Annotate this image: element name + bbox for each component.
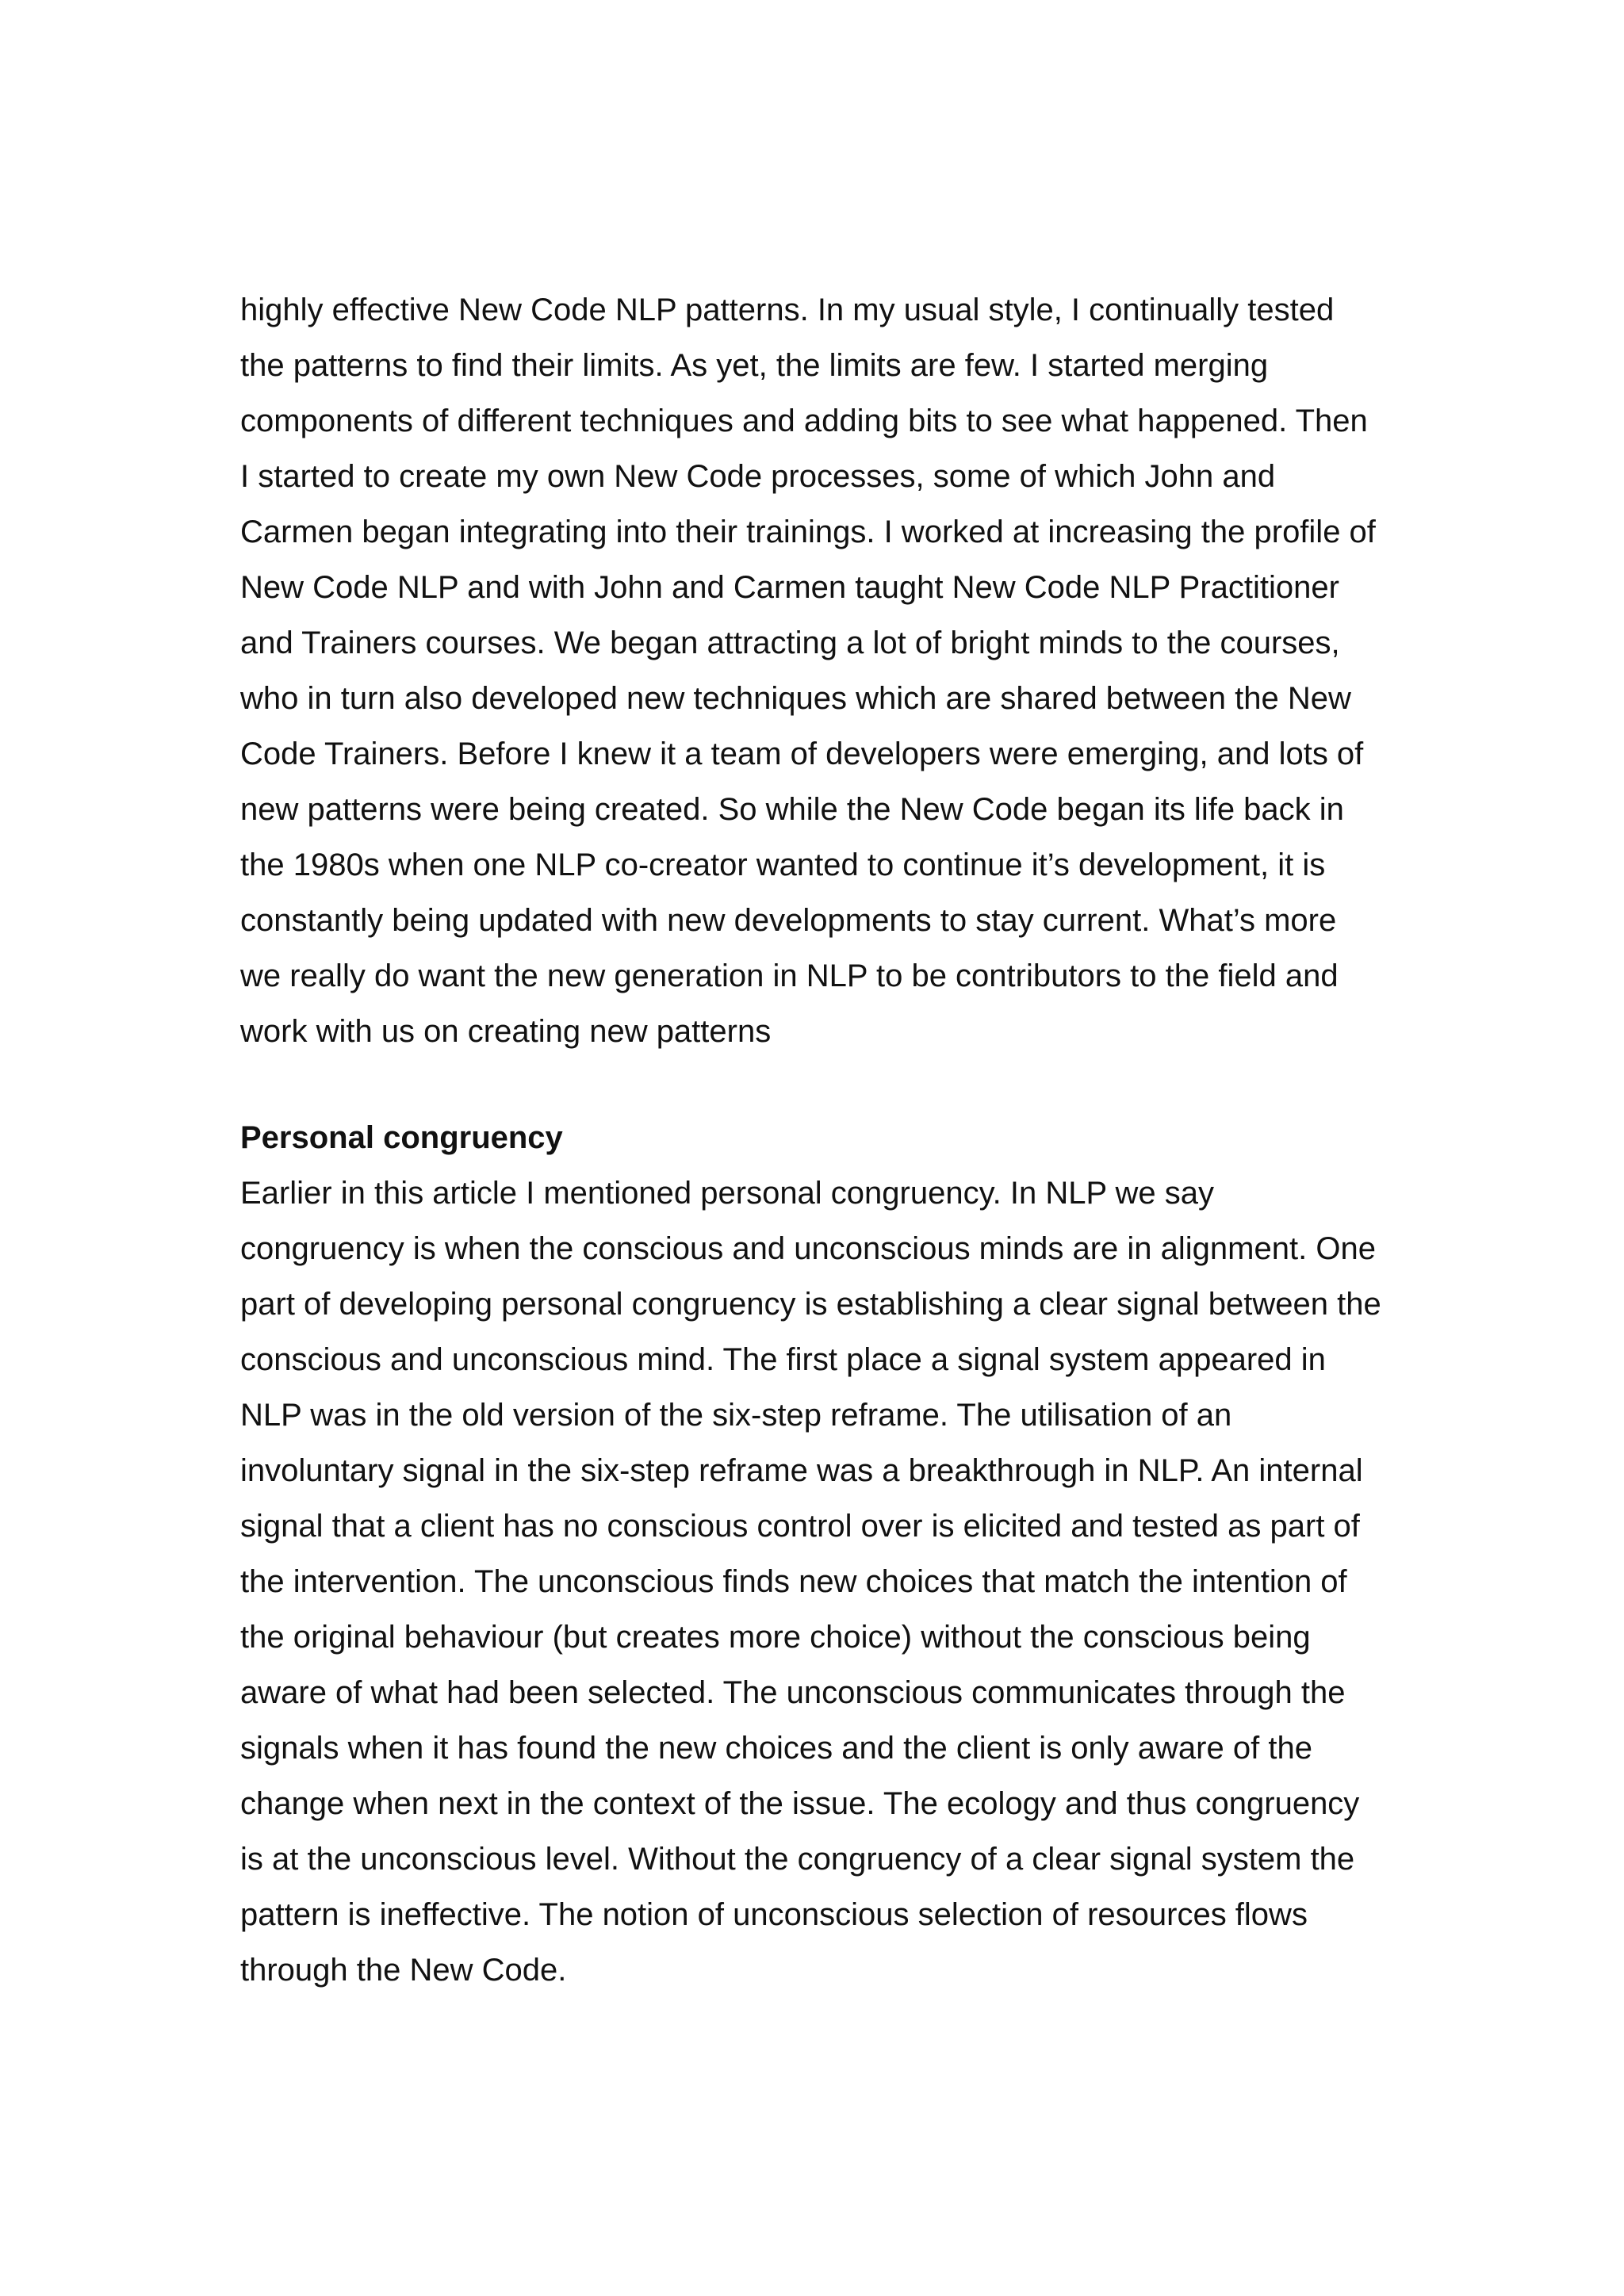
text-line: and Trainers courses. We began attracting a lot of bright minds to the courses,: [240, 626, 1340, 660]
text-line: New Code NLP and with John and Carmen taught New Code NLP Practitioner: [240, 570, 1339, 605]
section-heading: Personal congruency: [240, 1120, 563, 1155]
body-paragraph-2: [240, 1165, 1381, 1998]
body-paragraph-1: [240, 282, 1376, 1059]
text-line: signal that a client has no conscious control over is elicited and tested as part of: [240, 1509, 1360, 1544]
text-line: we really do want the new generation in NLP to be contributors to the field and: [240, 959, 1339, 993]
text-line: components of different techniques and adding bits to see what happened. Then: [240, 404, 1368, 438]
text-line: signals when it has found the new choices and the client is only aware of the: [240, 1731, 1312, 1766]
text-line: change when next in the context of the issue. The ecology and thus congruency: [240, 1786, 1360, 1821]
text-line: new patterns were being created. So while the New Code began its life back in: [240, 792, 1344, 827]
text-line: the intervention. The unconscious finds new choices that match the intention of: [240, 1564, 1347, 1599]
text-line: Carmen began integrating into their trainings. I worked at increasing the profile of: [240, 515, 1376, 549]
text-line: involuntary signal in the six-step reframe was a breakthrough in NLP. An internal: [240, 1453, 1363, 1488]
text-line: who in turn also developed new techniques which are shared between the New: [240, 681, 1351, 716]
text-line: the original behaviour (but creates more choice) without the conscious being: [240, 1620, 1311, 1655]
text-line: the 1980s when one NLP co-creator wanted to continue it’s development, it is: [240, 848, 1326, 882]
text-line: Earlier in this article I mentioned personal congruency. In NLP we say: [240, 1176, 1215, 1211]
text-line: constantly being updated with new developments to stay current. What’s more: [240, 903, 1337, 938]
text-line: conscious and unconscious mind. The first place a signal system appeared in: [240, 1342, 1326, 1377]
text-line: highly effective New Code NLP patterns. In my usual style, I continually tested: [240, 293, 1335, 327]
text-line: part of developing personal congruency is establishing a clear signal between the: [240, 1287, 1381, 1322]
text-line: the patterns to find their limits. As yet, the limits are few. I started merging: [240, 348, 1269, 383]
text-line: work with us on creating new patterns: [240, 1014, 772, 1049]
text-line: aware of what had been selected. The unconscious communicates through the: [240, 1675, 1346, 1710]
text-line: Code Trainers. Before I knew it a team of developers were emerging, and lots of: [240, 737, 1364, 771]
text-line: through the New Code.: [240, 1953, 567, 1988]
text-line: congruency is when the conscious and unconscious minds are in alignment. One: [240, 1231, 1376, 1266]
text-line: NLP was in the old version of the six-step reframe. The utilisation of an: [240, 1398, 1232, 1433]
text-line: is at the unconscious level. Without the congruency of a clear signal system the: [240, 1842, 1355, 1877]
text-line: I started to create my own New Code processes, some of which John and: [240, 459, 1276, 494]
text-line: pattern is ineffective. The notion of unconscious selection of resources flows: [240, 1897, 1308, 1932]
